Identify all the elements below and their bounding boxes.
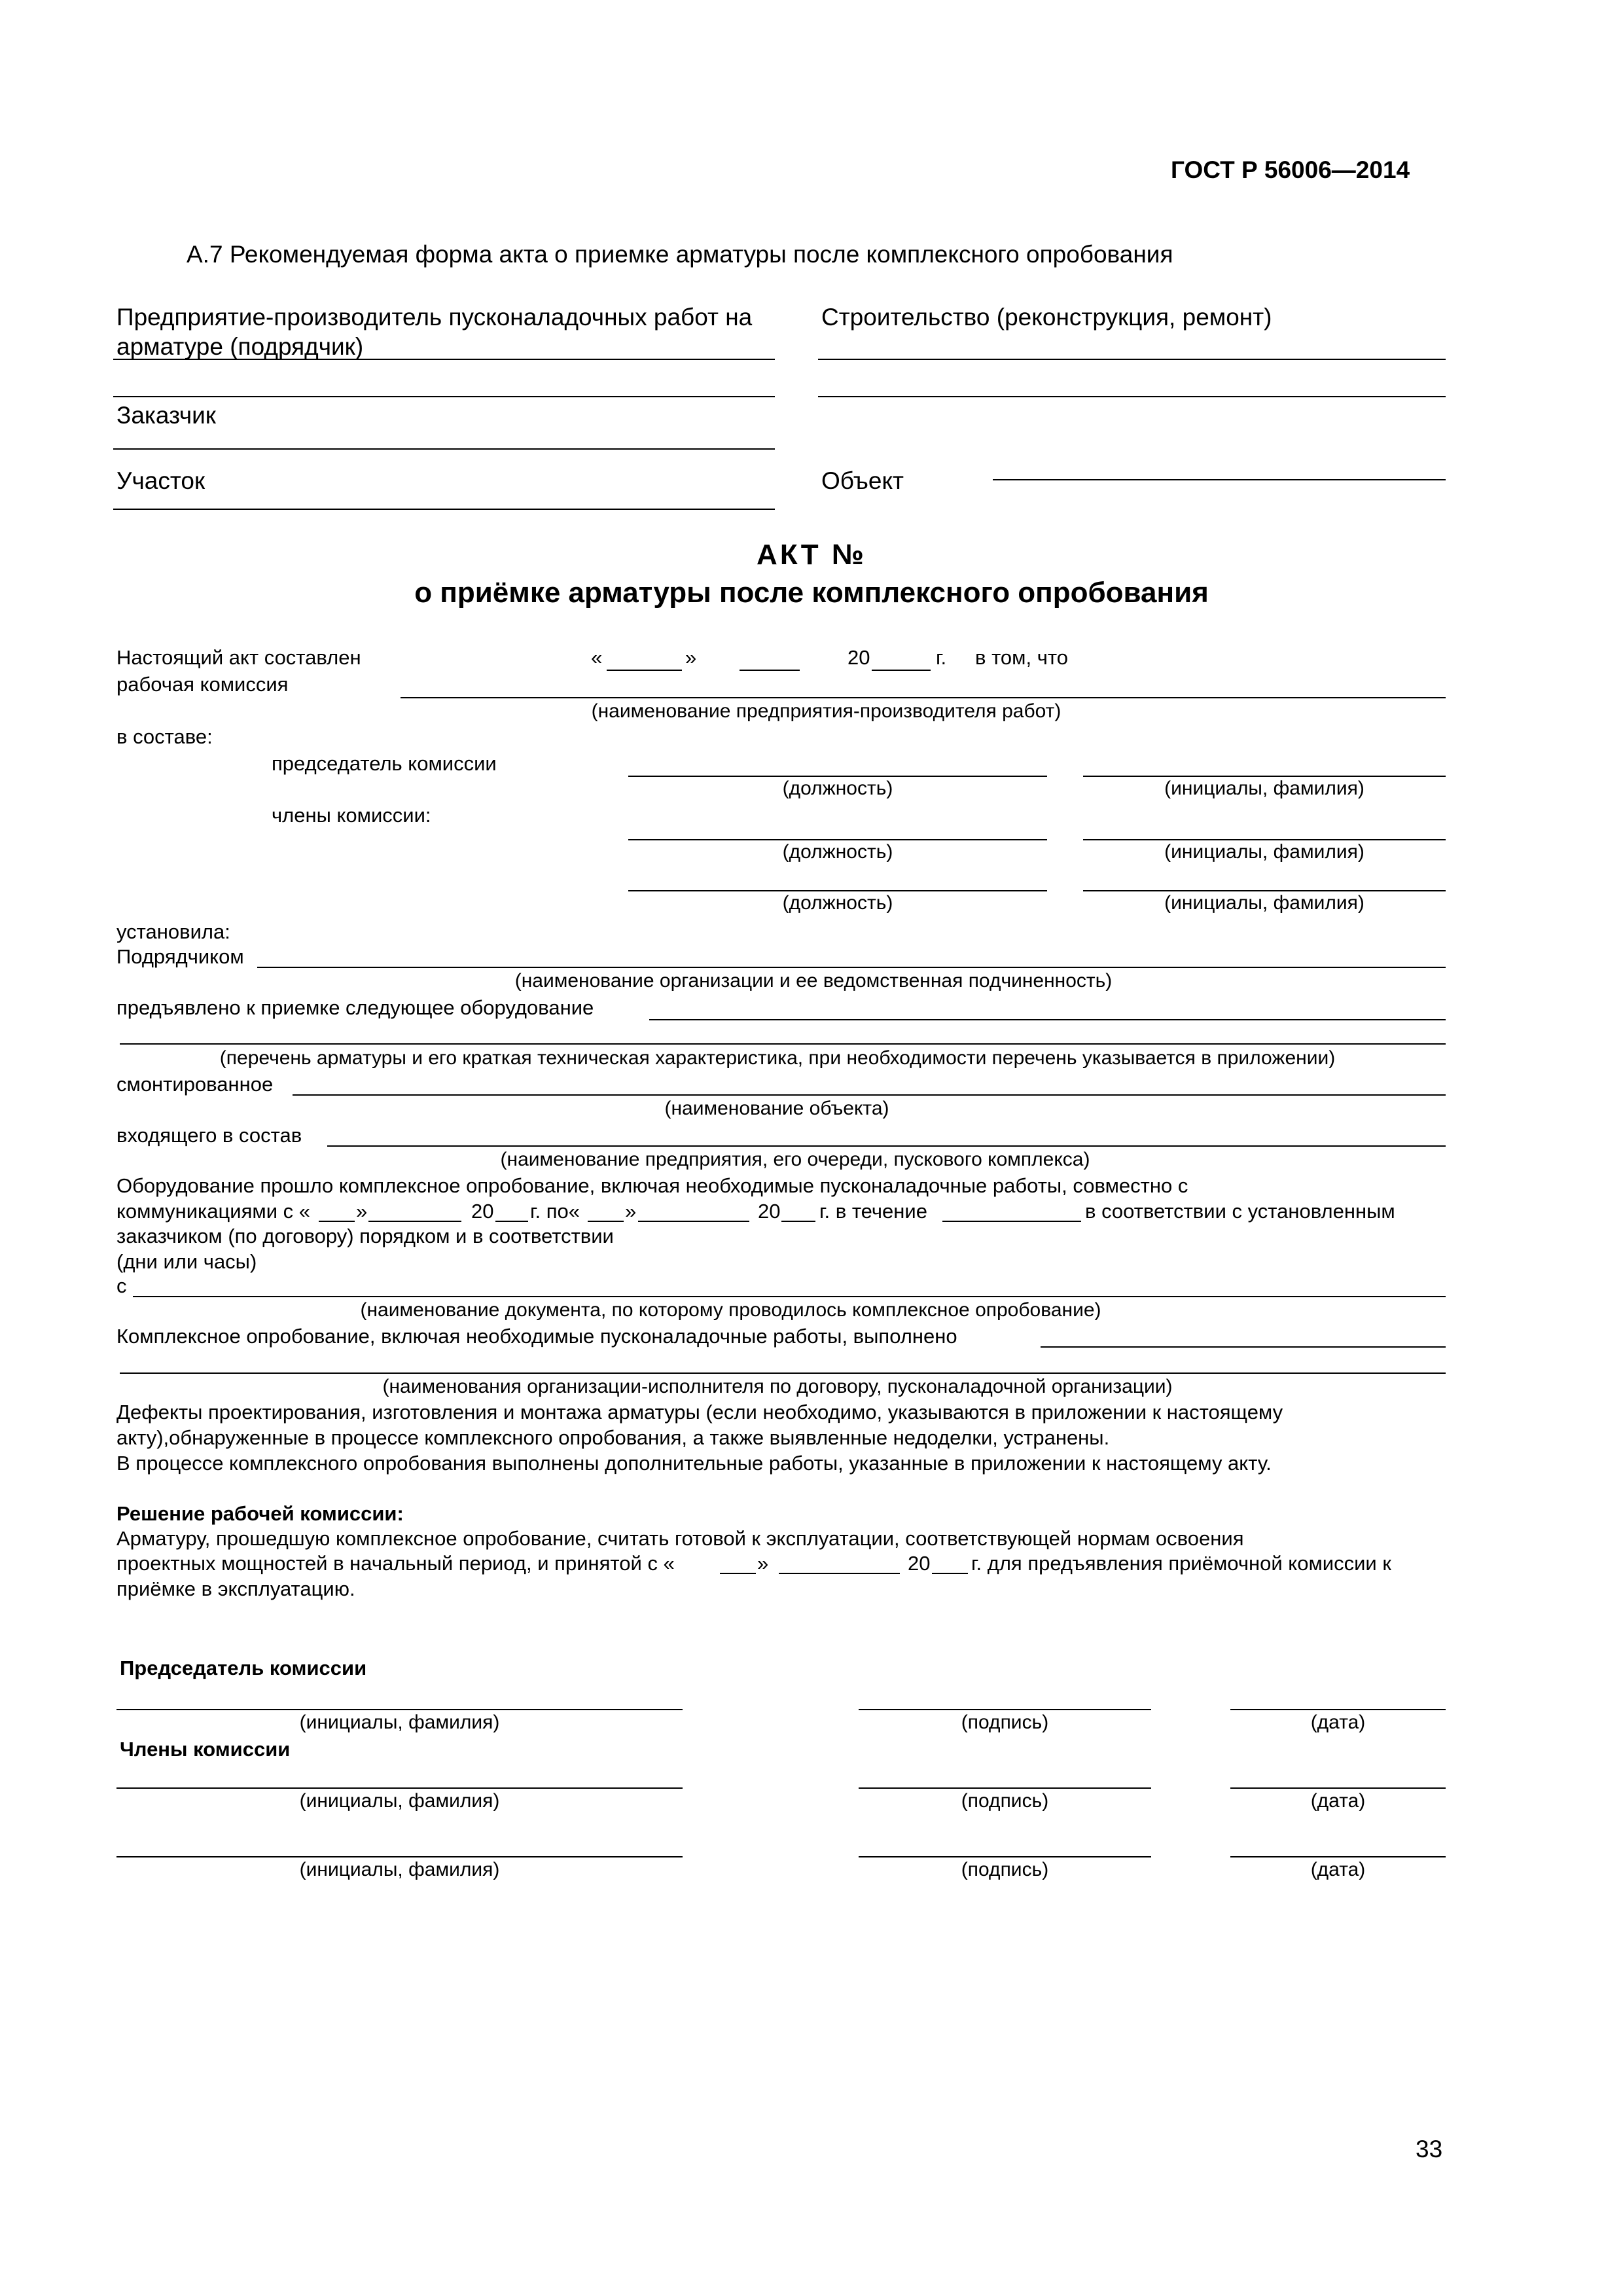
date-quote-close: » — [685, 646, 697, 669]
decision-year-field[interactable] — [932, 1573, 968, 1574]
member2-date-field[interactable] — [1230, 1856, 1446, 1857]
member1-date-field[interactable] — [1230, 1787, 1446, 1789]
sign-signature-caption: (подпись) — [961, 1859, 1049, 1880]
org-caption: (наименование организации и ее ведомственная подчиненность) — [514, 970, 1113, 992]
comm-from-day-field[interactable] — [319, 1221, 355, 1222]
comm-20b: 20 — [758, 1200, 781, 1223]
contractor-field[interactable] — [113, 359, 775, 360]
that-text: в том, что — [975, 646, 1068, 669]
mounted-label: смонтированное — [116, 1073, 274, 1096]
chairman-signature-field[interactable] — [859, 1709, 1151, 1710]
position-caption: (должность) — [782, 778, 893, 799]
contractor-org-field[interactable] — [257, 967, 1446, 968]
company-caption: (наименование предприятия-производителя работ) — [591, 700, 1061, 722]
object-name-field[interactable] — [293, 1094, 1446, 1096]
member1-signature-field[interactable] — [859, 1787, 1151, 1789]
performed-text: Комплексное опробование, включая необходимые пусконаладочные работы, выполнено — [116, 1325, 957, 1348]
sign-initials-caption: (инициалы, фамилия) — [299, 1712, 500, 1733]
with-text: с — [116, 1274, 127, 1297]
comm-to-month-field[interactable] — [638, 1221, 749, 1222]
date-year-suffix: г. — [936, 646, 947, 669]
comm-to-day-field[interactable] — [588, 1221, 624, 1222]
section-title: А.7 Рекомендуемая форма акта о приемке арматуры после комплексного опробования — [187, 241, 1173, 268]
enterprise-field[interactable] — [327, 1145, 1446, 1147]
sign-signature-caption: (подпись) — [961, 1712, 1049, 1733]
decision-day-field[interactable] — [720, 1573, 756, 1574]
executor-field-2[interactable] — [120, 1372, 1446, 1374]
initials-caption: (инициалы, фамилия) — [1164, 892, 1364, 914]
comm-from-month-field[interactable] — [368, 1221, 461, 1222]
executor-field[interactable] — [1041, 1346, 1446, 1348]
member1-name-sign-field[interactable] — [116, 1787, 683, 1789]
comm-quote-1: » — [356, 1200, 368, 1223]
enterprise-caption: (наименование предприятия, его очереди, пускового комплекса) — [500, 1149, 1090, 1170]
date-month-field[interactable] — [740, 670, 800, 671]
comm-duration-field[interactable] — [942, 1221, 1081, 1222]
date-quote-open: « — [591, 646, 603, 669]
chairman-name-sign-field[interactable] — [116, 1709, 683, 1710]
customer-order-text: заказчиком (по договору) порядком и в соответствии — [116, 1225, 614, 1247]
commission-label: рабочая комиссия — [116, 673, 289, 696]
act-subtitle: о приёмке арматуры после комплексного опробования — [414, 577, 1209, 609]
equipment-field-2[interactable] — [120, 1043, 1446, 1045]
composition-label: в составе: — [116, 725, 213, 748]
decision-title: Решение рабочей комиссии: — [116, 1502, 404, 1525]
comm-from-text: коммуникациями с « — [116, 1200, 310, 1223]
date-year-field[interactable] — [872, 670, 931, 671]
decision-month-field[interactable] — [779, 1573, 900, 1574]
initials-caption: (инициалы, фамилия) — [1164, 778, 1364, 799]
defects-text-1: Дефекты проектирования, изготовления и монтажа арматуры (если необходимо, указываются в приложении к настоящему — [116, 1401, 1283, 1424]
included-label: входящего в состав — [116, 1124, 302, 1147]
act-composed-label: Настоящий акт составлен — [116, 646, 361, 669]
chairman-date-field[interactable] — [1230, 1709, 1446, 1710]
defects-text-2: акту),обнаруженные в процессе комплексного опробования, а также выявленные недоделки, устранены. — [116, 1426, 1110, 1449]
passed-text: Оборудование прошло комплексное опробование, включая необходимые пусконаладочные работы, совместно с — [116, 1174, 1188, 1197]
decision-20: 20 — [908, 1552, 931, 1575]
position-caption: (должность) — [782, 892, 893, 914]
equipment-list-caption: (перечень арматуры и его краткая техническая характеристика, при необходимости перечень указывается в приложении) — [219, 1047, 1336, 1069]
construction-field-1[interactable] — [818, 359, 1446, 360]
members-label: члены комиссии: — [272, 804, 431, 827]
construction-field-2[interactable] — [818, 396, 1446, 397]
additional-works-text: В процессе комплексного опробования выполнены дополнительные работы, указанные в приложении к настоящему акту. — [116, 1452, 1272, 1475]
presented-label: предъявлено к приемке следующее оборудование — [116, 996, 594, 1019]
decision-quote: » — [757, 1552, 769, 1575]
sign-chairman-label: Председатель комиссии — [120, 1657, 367, 1679]
document-field[interactable] — [133, 1296, 1446, 1297]
contractor-label-line2: арматуре (подрядчик) — [116, 333, 364, 360]
contractor-by-label: Подрядчиком — [116, 945, 244, 968]
object-label: Объект — [821, 467, 904, 494]
company-field[interactable] — [401, 697, 1446, 698]
customer-label: Заказчик — [116, 402, 216, 429]
equipment-field[interactable] — [649, 1019, 1446, 1020]
comm-accordance-text: в соответствии с установленным — [1085, 1200, 1395, 1223]
contractor-field-2[interactable] — [113, 396, 775, 397]
member2-signature-field[interactable] — [859, 1856, 1151, 1857]
member2-name-sign-field[interactable] — [116, 1856, 683, 1857]
comm-to-year-field[interactable] — [781, 1221, 815, 1222]
sign-members-label: Члены комиссии — [120, 1738, 291, 1761]
sign-initials-caption: (инициалы, фамилия) — [299, 1790, 500, 1812]
date-day-field[interactable] — [607, 670, 682, 671]
construction-label: Строительство (реконструкция, ремонт) — [821, 304, 1272, 331]
act-title: АКТ № — [757, 539, 866, 571]
comm-quote-2: » — [625, 1200, 637, 1223]
comm-from-year-field[interactable] — [495, 1221, 528, 1222]
decision-text-1: Арматуру, прошедшую комплексное опробование, считать готовой к эксплуатации, соответствующей нормам освоения — [116, 1527, 1244, 1550]
sign-date-caption: (дата) — [1310, 1859, 1366, 1880]
decision-text-2a: проектных мощностей в начальный период, и принятой с « — [116, 1552, 675, 1575]
chairman-label: председатель комиссии — [272, 752, 497, 775]
comm-during-text: г. в течение — [819, 1200, 927, 1223]
position-caption: (должность) — [782, 841, 893, 863]
comm-20a: 20 — [471, 1200, 494, 1223]
sign-signature-caption: (подпись) — [961, 1790, 1049, 1812]
sign-initials-caption: (инициалы, фамилия) — [299, 1859, 500, 1880]
sign-date-caption: (дата) — [1310, 1712, 1366, 1733]
established-label: установила: — [116, 920, 230, 943]
comm-by-text: г. по« — [530, 1200, 580, 1223]
decision-text-2d: г. для предъявления приёмочной комиссии к — [971, 1552, 1391, 1575]
contractor-label-line1: Предприятие-производитель пусконаладочных работ на — [116, 304, 753, 331]
document-code: ГОСТ Р 56006—2014 — [1171, 156, 1410, 183]
site-field[interactable] — [113, 509, 775, 510]
page-number: 33 — [1416, 2136, 1443, 2162]
sign-date-caption: (дата) — [1310, 1790, 1366, 1812]
document-caption: (наименование документа, по которому проводилось комплексное опробование) — [360, 1299, 1101, 1321]
decision-text-3: приёмке в эксплуатацию. — [116, 1577, 355, 1600]
initials-caption: (инициалы, фамилия) — [1164, 841, 1364, 863]
object-field[interactable] — [993, 479, 1446, 480]
executor-caption: (наименования организации-исполнителя по договору, пусконаладочной организации) — [382, 1376, 1173, 1397]
site-label: Участок — [116, 467, 205, 494]
customer-field[interactable] — [113, 448, 775, 450]
date-year-prefix: 20 — [847, 646, 870, 669]
days-hours-caption: (дни или часы) — [116, 1250, 257, 1273]
object-caption: (наименование объекта) — [664, 1098, 889, 1119]
